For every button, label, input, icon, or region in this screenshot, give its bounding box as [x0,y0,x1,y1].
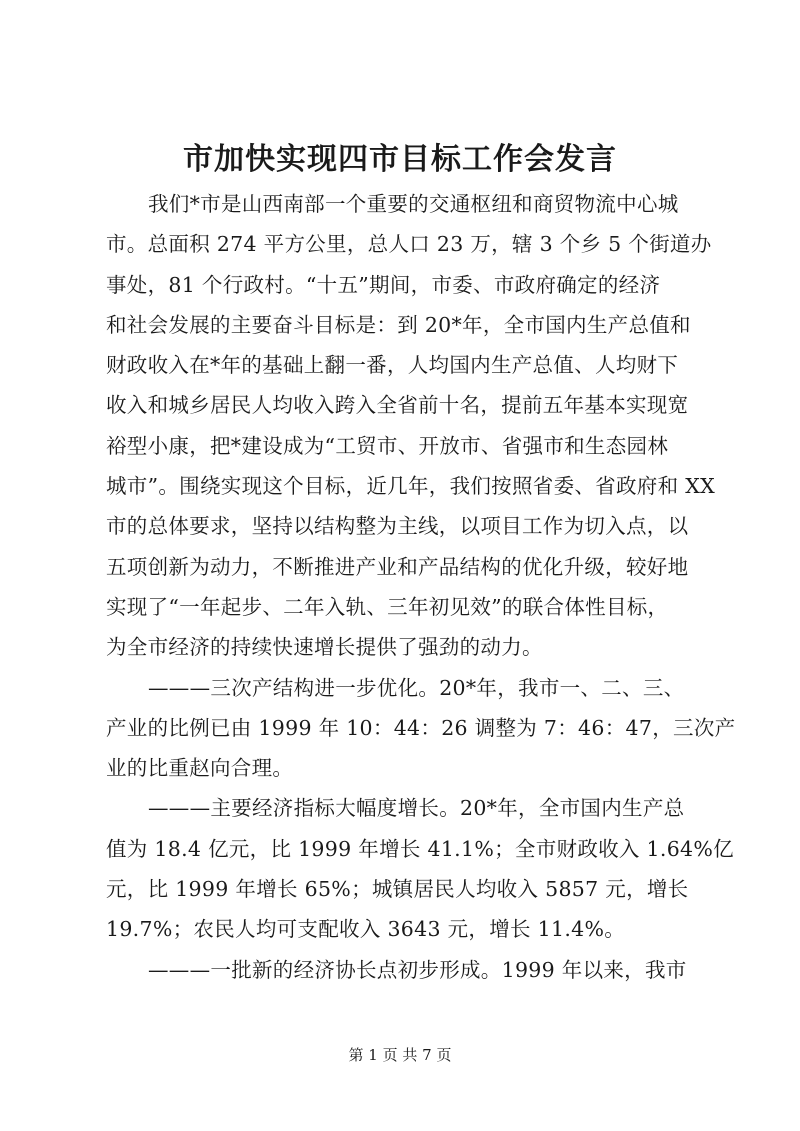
text-line: 收入和城乡居民人均收入跨入全省前十名，提前五年基本实现宽 [106,393,689,418]
text-line: 我们*市是山西南部一个重要的交通枢纽和商贸物流中心城 [148,192,679,216]
text-line: ———一批新的经济协长点初步形成。1999 年以来，我市 [148,957,687,982]
text-line: 业的比重赵向合理。 [106,756,294,781]
text-line: ———主要经济指标大幅度增长。20*年，全市国内生产总 [148,796,685,821]
document-body [106,184,736,990]
text-line: ———三次产结构进一步优化。20*年，我市一、二、三、 [148,675,685,700]
text-line: 裕型小康，把*建设成为“工贸市、开放市、省强市和生态园林 [106,433,669,458]
text-line: 19.7%；农民人均可支配收入 3643 元，增长 11.4%。 [106,917,626,942]
text-line: 市。总面积 274 平方公里，总人口 23 万，辖 3 个乡 5 个街道办 [106,232,712,257]
text-line: 值为 18.4 亿元，比 1999 年增长 41.1%；全市财政收入 1.64%亿 [106,836,734,861]
text-line: 事处，81 个行政村。“十五”期间，市委、市政府确定的经济 [106,272,661,297]
text-line: 实现了“一年起步、二年入轨、三年初见效”的联合体性目标， [106,594,669,619]
text-line: 元，比 1999 年增长 65%；城镇居民人均收入 5857 元，增长 [106,877,689,902]
text-line: 五项创新为动力，不断推进产业和产品结构的优化升级，较好地 [106,554,689,579]
text-line: 产业的比例已由 1999 年 10：44：26 调整为 7：46：47，三次产 [106,715,736,740]
text-line: 市的总体要求，坚持以结构整为主线，以项目工作为切入点，以 [106,514,689,539]
text-line: 城市”。围绕实现这个目标，近几年，我们按照省委、省政府和 XX [106,474,715,499]
text-line: 财政收入在*年的基础上翻一番，人均国内生产总值、人均财下 [106,353,679,378]
text-line: 和社会发展的主要奋斗目标是：到 20*年，全市国内生产总值和 [106,312,691,337]
text-line: 为全市经济的持续快速增长提供了强劲的动力。 [106,635,543,660]
document-title: 市加快实现四市目标工作会发言 [183,142,617,177]
page-footer: 第 1 页 共 7 页 [348,1046,452,1064]
